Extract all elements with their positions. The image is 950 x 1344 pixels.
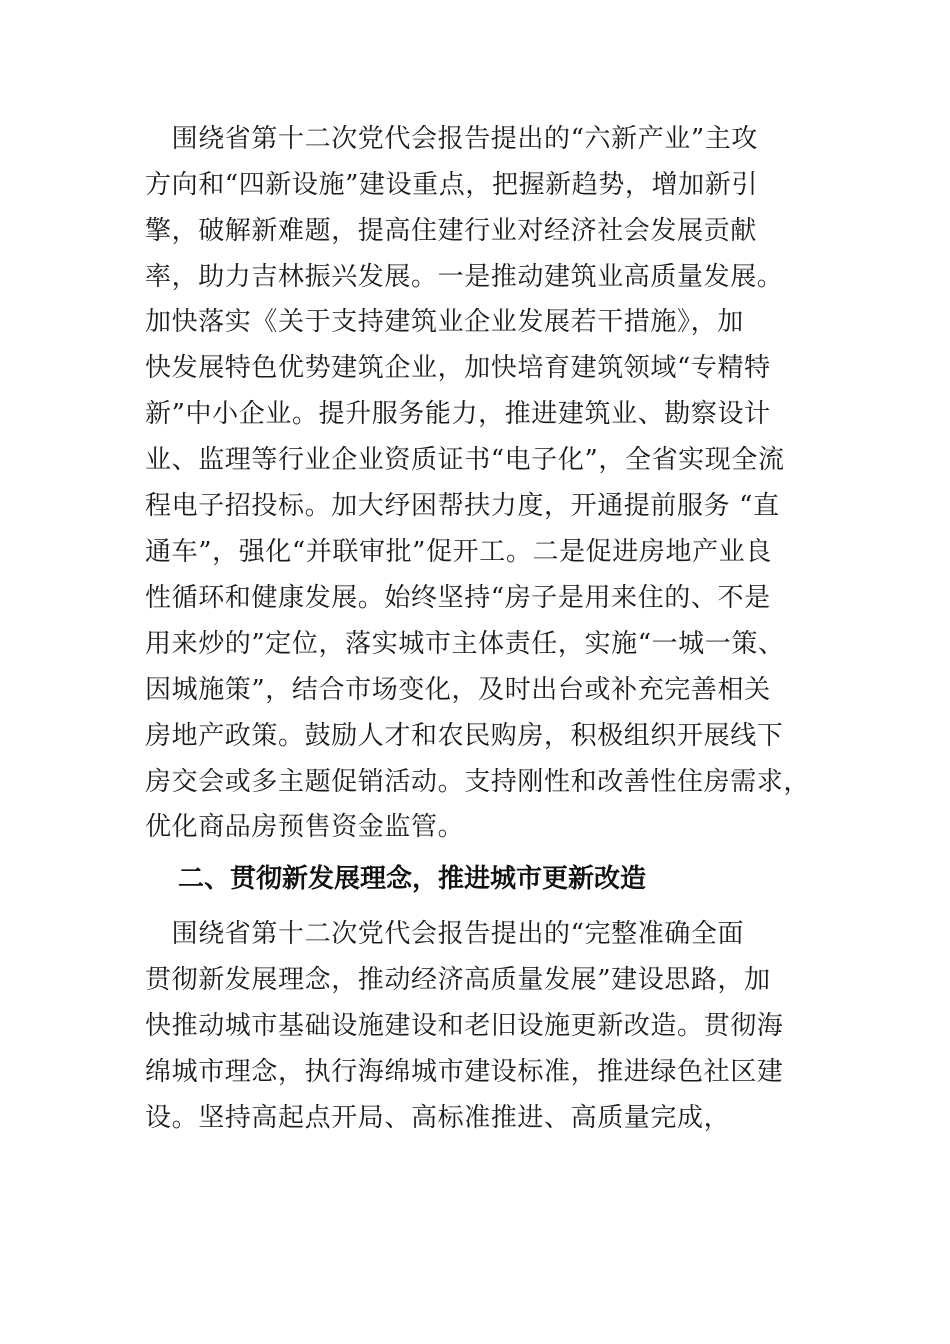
paragraph-1-line-10: 通车”，强化“并联审批”促开工。二是促进房地产业良 [145,537,772,567]
paragraph-1-line-6: 快发展特色优势建筑企业，加快培育建筑领域“专精特 [145,353,771,383]
paragraph-1-line-8: 业、监理等行业企业资质证书“电子化”，全省实现全流 [145,445,785,475]
paragraph-1-line-1: 围绕省第十二次党代会报告提出的“六新产业”主攻 [145,124,758,154]
paragraph-1-line-2: 方向和“四新设施”建设重点，把握新趋势，增加新引 [145,170,758,200]
paragraph-2-line-1: 围绕省第十二次党代会报告提出的“完整准确全面 [145,919,745,949]
paragraph-1-line-14: 房地产政策。鼓励人才和农民购房，积极组织开展线下 [145,721,784,751]
paragraph-1-line-16: 优化商品房预售资金监管。 [145,812,465,842]
section-heading: 二、贯彻新发展理念，推进城市更新改造 [178,864,647,894]
paragraph-2-line-3: 快推动城市基础设施建设和老旧设施更新改造。贯彻海 [145,1011,784,1041]
paragraph-1-line-12: 用来炒的”定位，落实城市主体责任，实施“一城一策、 [145,629,785,659]
paragraph-1-line-15: 房交会或多主题促销活动。支持刚性和改善性住房需求， [145,767,811,797]
paragraph-1-line-3: 擎，破解新难题，提高住建行业对经济社会发展贡献 [145,216,757,246]
paragraph-2-line-2: 贯彻新发展理念，推动经济高质量发展”建设思路，加 [145,965,771,995]
paragraph-1-line-11: 性循环和健康发展。始终坚持“房子是用来住的、不是 [145,583,771,613]
paragraph-1-line-13: 因城施策”，结合市场变化，及时出台或补充完善相关 [145,675,771,705]
paragraph-1-line-9: 程电子招投标。加大纾困帮扶力度，开通提前服务 “直 [145,491,780,521]
paragraph-1-line-7: 新”中小企业。提升服务能力，推进建筑业、勘察设计 [145,399,771,429]
paragraph-1-line-5: 加快落实《关于支持建筑业企业发展若干措施》，加 [145,307,744,337]
paragraph-1-line-4: 率，助力吉林振兴发展。一是推动建筑业高质量发展。 [145,262,784,292]
paragraph-2-line-5: 设。坚持高起点开局、高标准推进、高质量完成， [145,1103,731,1133]
paragraph-2-line-4: 绵城市理念，执行海绵城市建设标准，推进绿色社区建 [145,1057,784,1087]
